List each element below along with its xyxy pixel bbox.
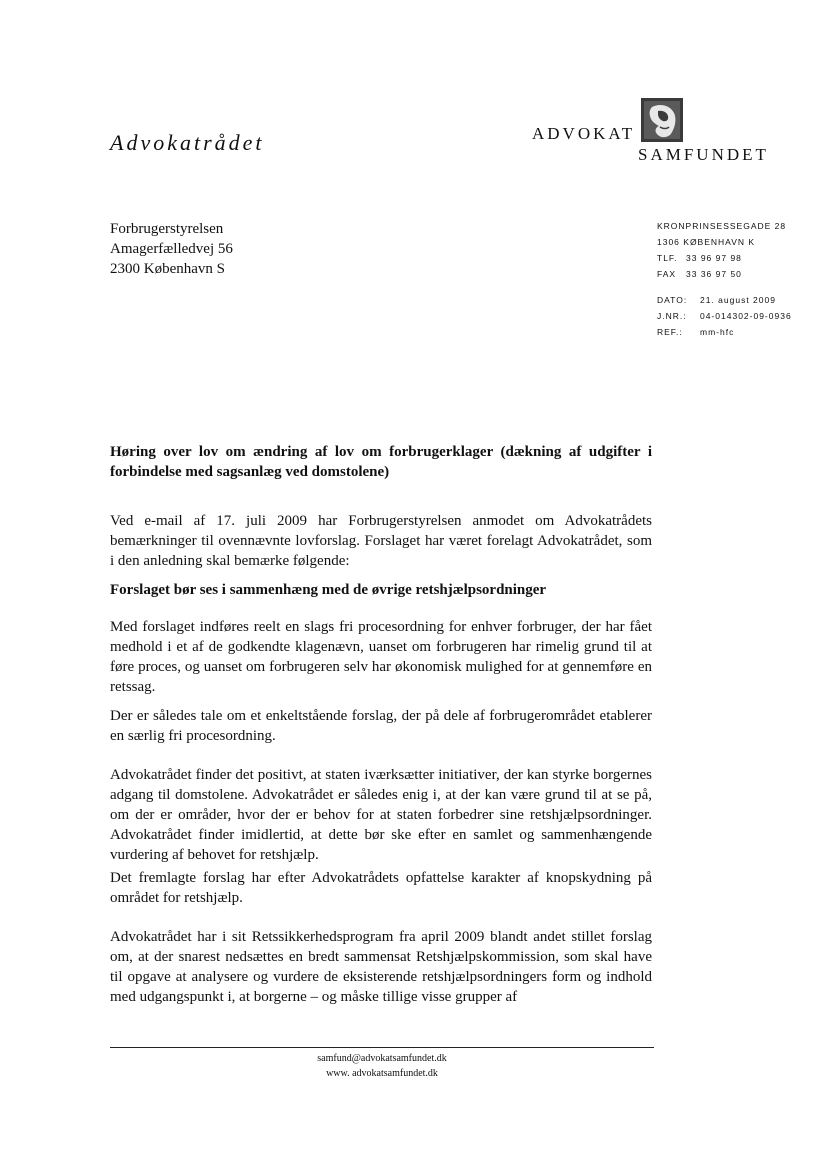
recipient-address [110,219,233,279]
paragraph: Der er således tale om et enkeltstående forslag, der på dele af forbrugerområdet etablerer en særlig fri procesordning. [110,708,652,744]
section-heading: Forslaget bør ses i sammenhæng med de øvrige retshjælpsordninger [110,582,547,598]
ref-label: REF.: [657,327,683,337]
recipient-line: Forbrugerstyrelsen [110,221,224,237]
logo-text-advokat: ADVOKAT [532,124,636,143]
date-value: 21. august 2009 [700,295,776,305]
footer-website: www. advokatsamfundet.dk [326,1068,438,1079]
fax-label: FAX [657,269,677,279]
footer-divider [110,1047,654,1048]
date-label: DATO: [657,295,688,305]
paragraph: Med forslaget indføres reelt en slags fri procesordning for enhver forbruger, der har fået medhold i et af de godkendte klagenævn, uanset om forbrugeren har rimelig grund til at føre proces, og uanset om forbrugeren selv har økonomisk mulighed for at gennemføre en retssag. [110,619,652,695]
sender-phone [657,250,792,266]
lion-head-icon [640,97,684,143]
paragraph: Advokatrådet finder det positivt, at staten iværksætter initiativer, der kan styrke borgernes adgang til domstolene. Advokatrådet er således enig i, at der kan være grund til at se på, om der er områder, hvor der er behov for at staten forbedrer sine retshjælpsordninger. Advokatrådet finder imidlertid, at dette bør ske efter en samlet og sammenhængende vurdering af behovet for retshjælp. [110,767,652,863]
fax-value: 33 36 97 50 [686,269,742,279]
sender-info [657,218,792,340]
jnr-value: 04-014302-09-0936 [700,311,792,321]
sender-city: 1306 KØBENHAVN K [657,237,756,247]
jnr-label: J.NR.: [657,311,687,321]
letter-date [657,292,792,308]
ref-value: mm-hfc [700,327,735,337]
journal-number [657,308,792,324]
paragraph: Advokatrådet har i sit Retssikkerhedsprogram fra april 2009 blandt andet stillet forslag om, at der snarest nedsættes en bredt sammensat Retshjælpskommission, som skal have til opgave at analysere og vurdere de eksisterende retshjælpsordningers form og indhold med udgangspunkt i, at borgerne – og måske tillige visse grupper af [110,929,652,1005]
paragraph: Det fremlagte forslag har efter Advokatrådets opfattelse karakter af knopskydning på området for retshjælp. [110,870,652,906]
recipient-line: 2300 København S [110,261,225,277]
letterhead-name: Advokatrådet [110,130,265,155]
footer [110,1051,654,1081]
phone-label: TLF. [657,253,678,263]
recipient-line: Amagerfælledvej 56 [110,241,233,257]
phone-value: 33 96 97 98 [686,253,742,263]
footer-email: samfund@advokatsamfundet.dk [317,1053,447,1064]
sender-fax [657,266,792,282]
logo-text-samfundet: SAMFUNDET [638,145,769,164]
reference [657,324,792,340]
paragraph-intro: Ved e-mail af 17. juli 2009 har Forbrugerstyrelsen anmodet om Advokatrådets bemærkninger til ovennævnte lovforslag. Forslaget har været forelagt Advokatrådet, som i den anledning skal bemærke følgende: [110,513,652,569]
letter-subject: Høring over lov om ændring af lov om forbrugerklager (dækning af udgifter i forbindelse med sagsanlæg ved domstolene) [110,444,652,480]
sender-street: KRONPRINSESSEGADE 28 [657,221,787,231]
